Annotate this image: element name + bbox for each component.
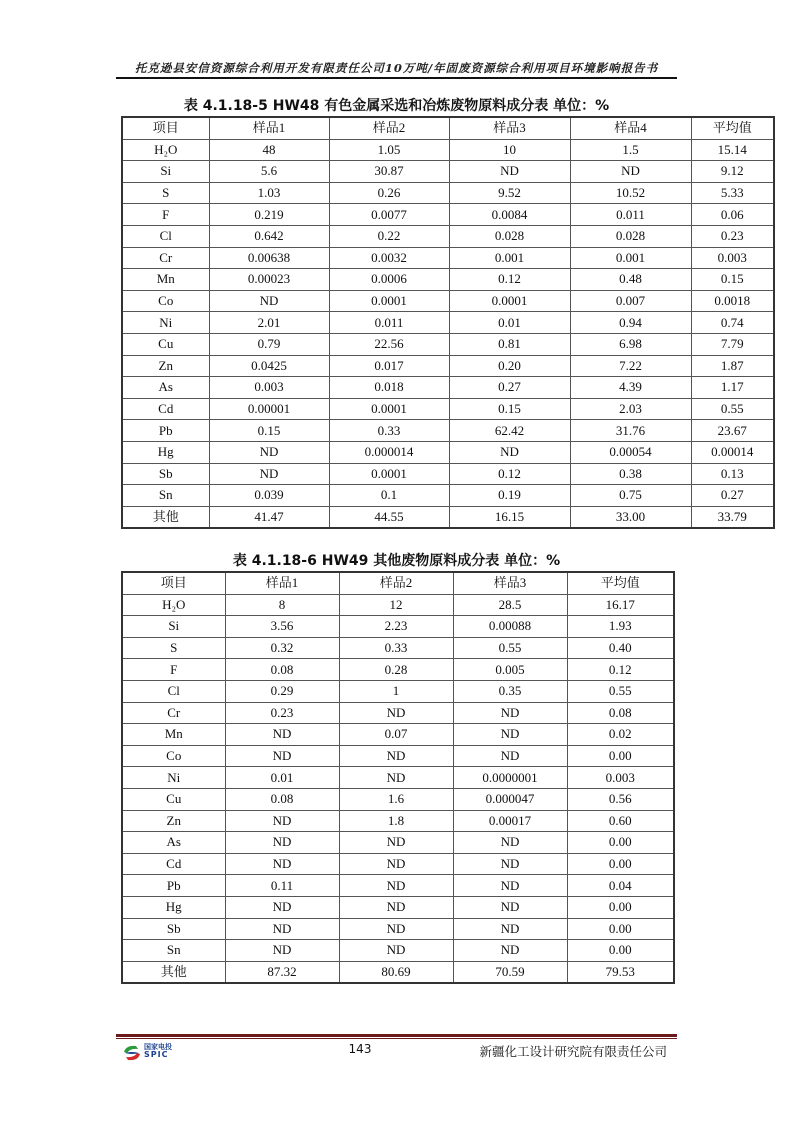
row-label: S (122, 182, 209, 204)
table-cell: 0.55 (453, 637, 567, 659)
row-label: Cl (122, 225, 209, 247)
column-header: 平均值 (691, 117, 774, 139)
table-row (122, 702, 674, 724)
column-header: 样品3 (453, 572, 567, 594)
table-cell: 0.55 (567, 680, 674, 702)
row-label: S (122, 637, 225, 659)
table1-hw48-composition (121, 116, 775, 529)
column-header: 项目 (122, 572, 225, 594)
table-cell: 5.6 (209, 161, 329, 183)
table-cell: 22.56 (329, 333, 449, 355)
table-cell: 0.000047 (453, 788, 567, 810)
table-cell: 70.59 (453, 961, 567, 983)
row-label: Cr (122, 247, 209, 269)
table-cell: ND (225, 745, 339, 767)
table-cell: 1.03 (209, 182, 329, 204)
table-cell: 0.12 (567, 659, 674, 681)
table-cell: 0.27 (449, 377, 570, 399)
table-cell: 0.0077 (329, 204, 449, 226)
table-cell: 0.06 (691, 204, 774, 226)
table-cell: 28.5 (453, 594, 567, 616)
table-cell: 0.28 (339, 659, 453, 681)
table-cell: 0.0084 (449, 204, 570, 226)
row-label: Zn (122, 355, 209, 377)
table-cell: 0.48 (570, 269, 691, 291)
table-cell: 0.60 (567, 810, 674, 832)
table-cell: 0.33 (329, 420, 449, 442)
table-row (122, 441, 774, 463)
table-cell: 0.00638 (209, 247, 329, 269)
row-label: Sn (122, 485, 209, 507)
table-cell: 0.08 (567, 702, 674, 724)
page-number: 143 (348, 1042, 372, 1056)
table-header-row (122, 572, 674, 594)
row-label: Cl (122, 680, 225, 702)
table-cell: ND (453, 896, 567, 918)
table-cell: 0.00 (567, 940, 674, 962)
table-cell: 79.53 (567, 961, 674, 983)
table-cell: ND (209, 463, 329, 485)
table-row (122, 961, 674, 983)
table-row (122, 918, 674, 940)
table-cell: 0.27 (691, 485, 774, 507)
table-cell: 0.219 (209, 204, 329, 226)
table-cell: 0.039 (209, 485, 329, 507)
table-cell: 0.00014 (691, 441, 774, 463)
table-row (122, 594, 674, 616)
table-cell: ND (339, 853, 453, 875)
table-row (122, 767, 674, 789)
column-header: 平均值 (567, 572, 674, 594)
table-cell: ND (225, 832, 339, 854)
table-cell: 0.08 (225, 659, 339, 681)
table-cell: 0.00054 (570, 441, 691, 463)
table-cell: 3.56 (225, 616, 339, 638)
row-label: Sb (122, 463, 209, 485)
table-cell: 1.6 (339, 788, 453, 810)
row-label: Cd (122, 398, 209, 420)
table-cell: 0.028 (449, 225, 570, 247)
table-cell: ND (225, 724, 339, 746)
table-cell: 0.22 (329, 225, 449, 247)
table-row (122, 182, 774, 204)
table-cell: 30.87 (329, 161, 449, 183)
table-cell: 0.00 (567, 918, 674, 940)
table-cell: ND (449, 441, 570, 463)
table-cell: 41.47 (209, 506, 329, 528)
spic-logo (122, 1043, 192, 1065)
logo-en-text: SPIC (144, 1050, 169, 1059)
logo-cn-text: 国家电投 (144, 1043, 172, 1051)
table-row (122, 247, 774, 269)
table-cell: 0.00 (567, 832, 674, 854)
table-cell: 0.00 (567, 745, 674, 767)
table-cell: ND (449, 161, 570, 183)
table-row (122, 269, 774, 291)
table2-hw49-composition (121, 571, 675, 984)
table-cell: 10.52 (570, 182, 691, 204)
row-label: Sb (122, 918, 225, 940)
row-label: Co (122, 745, 225, 767)
table-cell: 0.02 (567, 724, 674, 746)
table-cell: ND (225, 853, 339, 875)
table-cell: 0.81 (449, 333, 570, 355)
table-cell: ND (339, 832, 453, 854)
table-cell: ND (453, 875, 567, 897)
table-row (122, 896, 674, 918)
table-cell: ND (209, 441, 329, 463)
row-label: Pb (122, 420, 209, 442)
table-cell: 1.5 (570, 139, 691, 161)
table-cell: ND (225, 810, 339, 832)
table-row (122, 485, 774, 507)
table-cell: 0.12 (449, 463, 570, 485)
table-cell: ND (453, 724, 567, 746)
row-label: Cr (122, 702, 225, 724)
row-label: Cu (122, 788, 225, 810)
table-cell: 0.028 (570, 225, 691, 247)
table-row (122, 161, 774, 183)
table-cell: 0.017 (329, 355, 449, 377)
table-cell: 0.0018 (691, 290, 774, 312)
table-cell: 0.08 (225, 788, 339, 810)
table-cell: 44.55 (329, 506, 449, 528)
spic-logo-icon (122, 1043, 142, 1063)
table-row (122, 853, 674, 875)
table-cell: 0.23 (691, 225, 774, 247)
table-cell: 33.79 (691, 506, 774, 528)
table-cell: 0.018 (329, 377, 449, 399)
table-row (122, 637, 674, 659)
table-cell: 12 (339, 594, 453, 616)
table-cell: 0.1 (329, 485, 449, 507)
table-cell: ND (453, 745, 567, 767)
table-cell: 48 (209, 139, 329, 161)
table-row (122, 139, 774, 161)
footer-company-name: 新疆化工设计研究院有限责任公司 (479, 1044, 667, 1059)
row-label: Ni (122, 312, 209, 334)
table-row (122, 832, 674, 854)
header-rule (116, 77, 677, 79)
table-cell: 16.17 (567, 594, 674, 616)
table-cell: 15.14 (691, 139, 774, 161)
table-cell: 1.93 (567, 616, 674, 638)
table1-caption: 表 4.1.18-5 HW48 有色金属采选和冶炼废物原料成分表 单位：% (183, 98, 610, 114)
table-cell: 9.52 (449, 182, 570, 204)
table-cell: 0.38 (570, 463, 691, 485)
table-cell: 0.00017 (453, 810, 567, 832)
table-cell: 0.000014 (329, 441, 449, 463)
row-label: Sn (122, 940, 225, 962)
table-row (122, 875, 674, 897)
table-cell: 1 (339, 680, 453, 702)
footer-rule (116, 1034, 677, 1037)
row-label: 其他 (122, 961, 225, 983)
table-cell: 0.15 (691, 269, 774, 291)
table-row (122, 745, 674, 767)
table-cell: 33.00 (570, 506, 691, 528)
table-cell: 0.00 (567, 853, 674, 875)
table-cell: 0.001 (570, 247, 691, 269)
table-cell: 0.15 (449, 398, 570, 420)
table-cell: 0.011 (570, 204, 691, 226)
table-row (122, 940, 674, 962)
document-header-title: 托克逊县安信资源综合利用开发有限责任公司10万吨/年固废资源综合利用项目环境影响报告书 (134, 61, 659, 75)
table-cell: 0.07 (339, 724, 453, 746)
row-label: As (122, 832, 225, 854)
table-cell: 0.13 (691, 463, 774, 485)
table-row (122, 420, 774, 442)
table-cell: 0.29 (225, 680, 339, 702)
table-cell: 0.0001 (329, 290, 449, 312)
row-label: Cu (122, 333, 209, 355)
table-cell: 6.98 (570, 333, 691, 355)
table-cell: 0.55 (691, 398, 774, 420)
table-cell: 0.00001 (209, 398, 329, 420)
table-cell: 0.23 (225, 702, 339, 724)
table-cell: ND (339, 745, 453, 767)
row-label: Co (122, 290, 209, 312)
row-label: F (122, 204, 209, 226)
table-cell: 23.67 (691, 420, 774, 442)
column-header: 项目 (122, 117, 209, 139)
table-cell: 0.0001 (329, 398, 449, 420)
table-cell: 0.04 (567, 875, 674, 897)
table-row (122, 724, 674, 746)
table-cell: 2.03 (570, 398, 691, 420)
table-cell: 1.8 (339, 810, 453, 832)
table-cell: 0.56 (567, 788, 674, 810)
table-cell: 0.79 (209, 333, 329, 355)
row-label: H₂O (122, 139, 209, 161)
table-cell: 0.00088 (453, 616, 567, 638)
table-cell: 0.11 (225, 875, 339, 897)
table-cell: ND (339, 918, 453, 940)
table-cell: 0.12 (449, 269, 570, 291)
table-cell: 87.32 (225, 961, 339, 983)
table-cell: 10 (449, 139, 570, 161)
table-row (122, 377, 774, 399)
row-label: Mn (122, 724, 225, 746)
table-row (122, 204, 774, 226)
row-label: Si (122, 616, 225, 638)
table-cell: 5.33 (691, 182, 774, 204)
row-label: Mn (122, 269, 209, 291)
table-cell: 31.76 (570, 420, 691, 442)
row-label: 其他 (122, 506, 209, 528)
table-cell: ND (339, 702, 453, 724)
table-cell: 9.12 (691, 161, 774, 183)
table-cell: 0.20 (449, 355, 570, 377)
table-cell: 0.642 (209, 225, 329, 247)
row-label: Si (122, 161, 209, 183)
row-label: Hg (122, 896, 225, 918)
table-cell: ND (453, 940, 567, 962)
row-label: Ni (122, 767, 225, 789)
table-cell: 0.001 (449, 247, 570, 269)
table-cell: ND (570, 161, 691, 183)
table-cell: 0.35 (453, 680, 567, 702)
table-row (122, 312, 774, 334)
table-cell: 1.87 (691, 355, 774, 377)
column-header: 样品1 (225, 572, 339, 594)
table-cell: 0.32 (225, 637, 339, 659)
table-cell: 8 (225, 594, 339, 616)
column-header: 样品1 (209, 117, 329, 139)
column-header: 样品4 (570, 117, 691, 139)
table-cell: ND (453, 832, 567, 854)
table-cell: 0.19 (449, 485, 570, 507)
table-row (122, 355, 774, 377)
table-cell: 0.0425 (209, 355, 329, 377)
column-header: 样品3 (449, 117, 570, 139)
table-cell: 2.23 (339, 616, 453, 638)
table-row (122, 506, 774, 528)
table-cell: ND (209, 290, 329, 312)
table-row (122, 290, 774, 312)
table-cell: 1.17 (691, 377, 774, 399)
row-label: As (122, 377, 209, 399)
table-row (122, 333, 774, 355)
table-cell: 7.22 (570, 355, 691, 377)
table-cell: 2.01 (209, 312, 329, 334)
table-cell: ND (339, 767, 453, 789)
table-cell: 0.94 (570, 312, 691, 334)
table-cell: 0.00 (567, 896, 674, 918)
table-cell: 0.011 (329, 312, 449, 334)
table-cell: 0.007 (570, 290, 691, 312)
table-cell: ND (339, 896, 453, 918)
row-label: Cd (122, 853, 225, 875)
table-row (122, 463, 774, 485)
table-cell: 0.005 (453, 659, 567, 681)
table-row (122, 616, 674, 638)
row-label: Zn (122, 810, 225, 832)
row-label: Hg (122, 441, 209, 463)
table-cell: 0.00023 (209, 269, 329, 291)
table-cell: 0.15 (209, 420, 329, 442)
table-cell: ND (453, 853, 567, 875)
table-cell: 0.01 (225, 767, 339, 789)
table2-caption: 表 4.1.18-6 HW49 其他废物原料成分表 单位：% (232, 553, 561, 569)
column-header: 样品2 (339, 572, 453, 594)
table-cell: 0.0032 (329, 247, 449, 269)
table-cell: ND (225, 896, 339, 918)
table-cell: ND (339, 940, 453, 962)
row-label: H₂O (122, 594, 225, 616)
table-cell: 0.40 (567, 637, 674, 659)
table-cell: 0.0001 (329, 463, 449, 485)
table-row (122, 398, 774, 420)
table-cell: 0.26 (329, 182, 449, 204)
column-header: 样品2 (329, 117, 449, 139)
row-label: Pb (122, 875, 225, 897)
table-row (122, 659, 674, 681)
table-cell: 0.003 (209, 377, 329, 399)
footer-rule-thin (116, 1038, 677, 1039)
table-row (122, 810, 674, 832)
table-cell: 0.74 (691, 312, 774, 334)
table-cell: 0.0001 (449, 290, 570, 312)
table-header-row (122, 117, 774, 139)
table-cell: 0.003 (691, 247, 774, 269)
table-cell: 0.0006 (329, 269, 449, 291)
table-cell: 0.0000001 (453, 767, 567, 789)
table-cell: ND (453, 702, 567, 724)
table-cell: 0.01 (449, 312, 570, 334)
table-row (122, 788, 674, 810)
table-cell: 0.33 (339, 637, 453, 659)
row-label: F (122, 659, 225, 681)
table-cell: 0.003 (567, 767, 674, 789)
table-cell: ND (339, 875, 453, 897)
table-cell: 0.75 (570, 485, 691, 507)
table-cell: ND (225, 918, 339, 940)
table-cell: 7.79 (691, 333, 774, 355)
table-cell: 1.05 (329, 139, 449, 161)
table-cell: ND (453, 918, 567, 940)
table-cell: 80.69 (339, 961, 453, 983)
table-cell: 4.39 (570, 377, 691, 399)
table-row (122, 680, 674, 702)
table-cell: 16.15 (449, 506, 570, 528)
table-row (122, 225, 774, 247)
table-cell: 62.42 (449, 420, 570, 442)
table-cell: ND (225, 940, 339, 962)
